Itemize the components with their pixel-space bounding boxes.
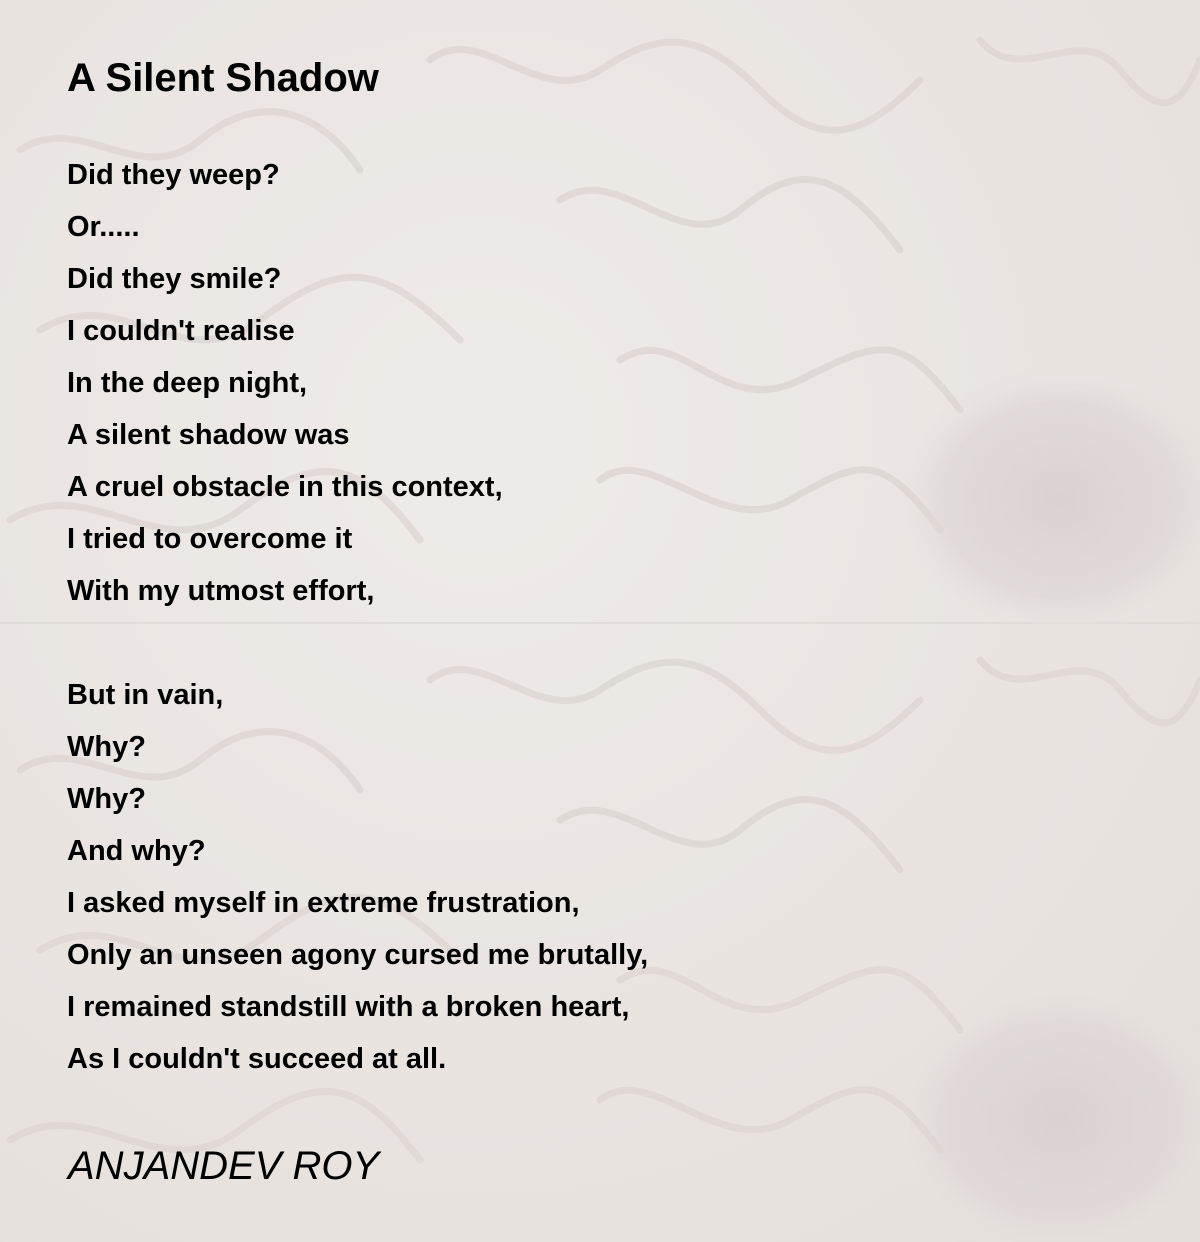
poem-line: With my utmost effort, [67, 575, 375, 607]
poem-line: As I couldn't succeed at all. [67, 1043, 447, 1075]
poem-line: In the deep night, [67, 367, 308, 399]
poem-title: A Silent Shadow [67, 56, 379, 100]
poem-line: Or..... [67, 211, 140, 243]
poem-line: I remained standstill with a broken heart, [67, 991, 630, 1023]
poem-line: But in vain, [67, 679, 224, 711]
poem-line: I couldn't realise [67, 315, 295, 347]
poem-line: I tried to overcome it [67, 523, 353, 555]
poem-author: ANJANDEV ROY [68, 1144, 380, 1188]
poem-line: Why? [67, 731, 146, 763]
poem-line: I asked myself in extreme frustration, [67, 887, 580, 919]
stanza-1 [67, 149, 503, 617]
stanza-2 [67, 669, 648, 1085]
poem-line: Why? [67, 783, 146, 815]
poem-line: Only an unseen agony cursed me brutally, [67, 939, 649, 971]
poem-line: A cruel obstacle in this context, [67, 471, 503, 503]
poem-line: Did they smile? [67, 263, 282, 295]
poem-line: A silent shadow was [67, 419, 350, 451]
poem-line: Did they weep? [67, 159, 280, 191]
poem-line: And why? [67, 835, 206, 867]
